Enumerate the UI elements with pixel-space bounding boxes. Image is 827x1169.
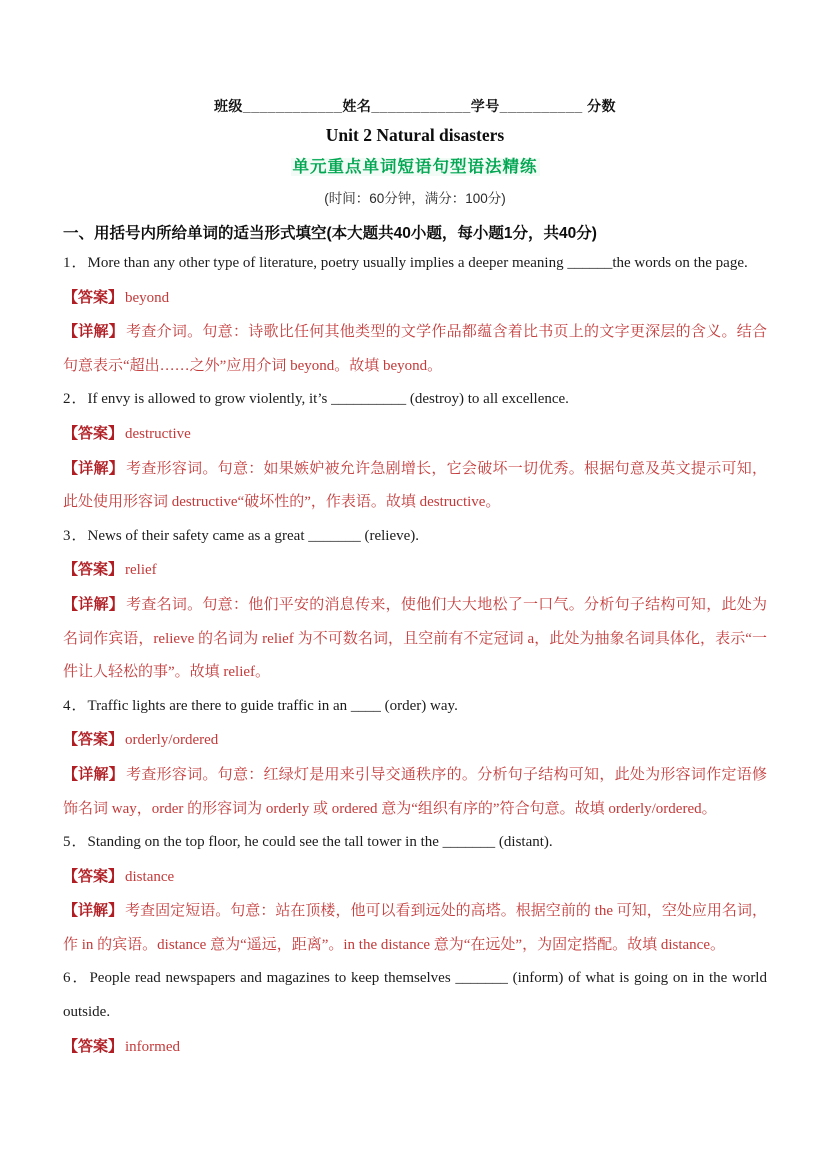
answer-label: 【答案】 [63, 867, 124, 885]
question-number: 4． [63, 697, 88, 714]
section-heading: 一、用括号内所给单词的适当形式填空(本大题共40小题，每小题1分，共40分) [63, 225, 597, 242]
question-stem [63, 383, 767, 417]
question-number: 5． [63, 834, 88, 851]
question-block-6 [63, 962, 767, 1064]
explanation-text: 考查形容词。句意：红绿灯是用来引导交通秩序的。分析句子结构可知，此处为形容词作定语修饰名词 way，order 的形容词为 orderly 或 ordered 意为“组织有序的”符合句意。故填 orderly/ordered。 [63, 766, 767, 817]
explanation-line [63, 452, 767, 520]
explanation-text: 考查介词。句意：诗歌比任何其他类型的文学作品都蕴含着比书页上的文字更深层的含义。结合句意表示“超出……之外”应用介词 beyond。故填 beyond。 [63, 324, 767, 374]
explanation-label: 【详解】 [63, 765, 125, 783]
answer-line [63, 281, 767, 316]
student-info-fields: 班级____________姓名____________学号__________ 分数 [213, 98, 617, 114]
question-stem [63, 826, 767, 860]
explanation-label: 【详解】 [63, 595, 125, 613]
question-block-5 [63, 826, 767, 962]
answer-text: beyond [125, 289, 170, 306]
answer-line [63, 860, 767, 895]
question-number: 3． [63, 527, 88, 544]
doc-subtitle-row [63, 153, 767, 177]
time-info: (时间：60分钟，满分：100分) [324, 191, 506, 206]
questions-list [63, 247, 767, 1064]
answer-label: 【答案】 [63, 288, 124, 306]
explanation-text: 考查形容词。句意：如果嫉妒被允许急剧增长，它会破坏一切优秀。根据句意及英文提示可知，此处使用形容词 destructive“破坏性的”，作表语。故填 destructive。 [63, 460, 767, 511]
explanation-text: 考查固定短语。句意：站在顶楼，他可以看到远处的高塔。根据空前的 the 可知，空处应用名词，作 in 的宾语。distance 意为“遥远，距离”。in the distance 意为“在远处”，为固定搭配。故填 distance。 [63, 903, 767, 953]
answer-label: 【答案】 [63, 424, 124, 442]
explanation-label: 【详解】 [63, 459, 125, 477]
answer-text: distance [125, 868, 175, 885]
question-text: More than any other type of literature, poetry usually implies a deeper meaning ______the words on the page. [87, 255, 748, 271]
explanation-line [63, 588, 767, 690]
question-number: 2． [63, 391, 88, 408]
question-text: Standing on the top floor, he could see the tall tower in the _______ (distant). [87, 834, 553, 851]
explanation-line [63, 758, 767, 826]
question-text: News of their safety came as a great _______ (relieve). [87, 527, 420, 544]
explanation-text: 考查名词。句意：他们平安的消息传来，使他们大大地松了一口气。分析句子结构可知，此处为名词作宾语，relieve 的名词为 relief 为不可数名词，且空前有不定冠词 a，此处为抽象名词具体化，表示“一件让人轻松的事”。故填 relief。 [63, 596, 767, 681]
explanation-label: 【详解】 [63, 323, 125, 341]
answer-line [63, 723, 767, 758]
answer-text: destructive [125, 425, 191, 442]
question-text: People read newspapers and magazines to keep themselves _______ (inform) of what is going on in the world outside. [63, 970, 767, 1021]
answer-line [63, 417, 767, 452]
answer-label: 【答案】 [63, 731, 124, 749]
answer-text: orderly/ordered [125, 732, 219, 749]
answer-line [63, 1030, 767, 1065]
question-stem [63, 520, 767, 554]
question-stem [63, 690, 767, 724]
answer-text: relief [125, 562, 157, 579]
answer-label: 【答案】 [63, 1037, 124, 1055]
answer-line [63, 553, 767, 588]
explanation-line [63, 894, 767, 962]
question-block-3 [63, 520, 767, 690]
question-stem [63, 962, 767, 1029]
question-block-1 [63, 247, 767, 383]
question-stem [63, 247, 767, 281]
unit-title: Unit 2 Natural disasters [325, 125, 505, 145]
answer-label: 【答案】 [63, 561, 124, 579]
doc-subtitle: 单元重点单词短语句型语法精练 [292, 158, 538, 176]
question-text: Traffic lights are there to guide traffic in an ____ (order) way. [87, 697, 458, 714]
answer-text: informed [125, 1038, 180, 1055]
question-block-4 [63, 690, 767, 826]
explanation-label: 【详解】 [63, 902, 124, 920]
explanation-line [63, 315, 767, 383]
question-text: If envy is allowed to grow violently, it’s __________ (destroy) to all excellence. [87, 391, 569, 408]
question-number: 1． [63, 255, 88, 271]
question-block-2 [63, 383, 767, 519]
question-number: 6． [63, 970, 90, 987]
